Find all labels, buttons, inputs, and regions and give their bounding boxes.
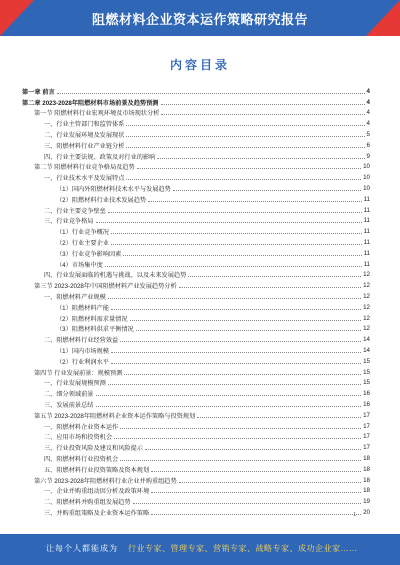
toc-entry-page: 10 <box>363 174 370 182</box>
toc-entry-text: 第一节 阻燃材料行业宏观环境及市场现状分析 <box>34 110 160 118</box>
toc-entry[interactable] <box>22 259 370 270</box>
toc-entry-text: 一、阻燃材料企业资本运作 <box>44 423 119 431</box>
toc-leader-dots <box>161 104 365 105</box>
toc-leader-dots <box>96 406 362 407</box>
toc-entry-text: 三、并购重组策略及企业资本运作策略 <box>44 509 150 517</box>
toc-leader-dots <box>151 471 361 472</box>
toc-entry[interactable] <box>22 399 370 410</box>
toc-entry-text: 第五节 2023-2028年阻燃材料企业资本运作策略与投资规划 <box>34 412 196 420</box>
toc-entry-page: 12 <box>363 282 370 290</box>
toc-entry-text: 一、企业并购重组动因分析及政策环境 <box>44 488 150 496</box>
toc-leader-dots <box>179 482 361 483</box>
toc-entry-page: 15 <box>363 357 370 365</box>
toc-entry[interactable] <box>22 226 370 237</box>
toc-entry-text: （3）阻燃材料供求平衡情况 <box>56 326 134 334</box>
toc-leader-dots <box>157 158 364 159</box>
toc-leader-dots <box>148 201 361 202</box>
toc-entry-text: 三、行业投资风险及建议和风险提示 <box>44 445 143 453</box>
toc-entry[interactable] <box>22 334 370 345</box>
toc-entry-page: 11 <box>363 228 370 236</box>
toc-entry[interactable] <box>22 356 370 367</box>
toc-leader-dots <box>108 298 361 299</box>
toc-entry-page: 11 <box>363 206 370 214</box>
toc-entry[interactable] <box>22 162 370 173</box>
toc-entry-page: 15 <box>363 379 370 387</box>
toc-entry[interactable] <box>22 291 370 302</box>
toc-leader-dots <box>137 168 361 169</box>
toc-entry-page: 14 <box>363 347 370 355</box>
toc-entry[interactable] <box>22 172 370 183</box>
toc-entry-page: 12 <box>363 303 370 311</box>
toc-leader-dots <box>197 417 361 418</box>
toc-entry-text: 二、细分领域前景 <box>44 391 94 399</box>
toc-entry-text: 一、行业技术水平及发展特点 <box>44 175 125 183</box>
page-number: 1 <box>353 512 356 518</box>
toc-entry-page: 5 <box>366 131 370 139</box>
toc-entry-page: 4 <box>366 120 370 128</box>
toc-entry[interactable] <box>22 280 370 291</box>
toc-entry[interactable] <box>22 237 370 248</box>
footer-band <box>0 534 400 565</box>
toc-leader-dots <box>96 395 362 396</box>
toc-entry-page: 12 <box>363 271 370 279</box>
toc-entry[interactable] <box>22 475 370 486</box>
toc-leader-dots <box>136 330 361 331</box>
toc-leader-dots <box>120 341 361 342</box>
toc-entry[interactable] <box>22 507 370 518</box>
toc-entry-text: 二、行业发展环境及发展现状 <box>44 132 125 140</box>
toc-entry[interactable] <box>22 129 370 140</box>
toc-leader-dots <box>145 449 361 450</box>
toc-leader-dots <box>111 309 361 310</box>
toc-heading: 内容目录 <box>169 58 230 72</box>
toc-entry-page: 4 <box>366 98 370 106</box>
toc-entry[interactable] <box>22 453 370 464</box>
toc-entry-page: 11 <box>363 249 370 257</box>
toc-entry-page: 11 <box>363 239 370 247</box>
toc-entry-text: 二、应用市场和投资机会 <box>44 434 113 442</box>
toc-entry-page: 17 <box>363 422 370 430</box>
toc-leader-dots <box>123 255 361 256</box>
toc-entry-page: 11 <box>363 260 370 268</box>
toc-entry-page: 14 <box>363 336 370 344</box>
toc-entry[interactable] <box>22 313 370 324</box>
toc-entry-text: （2）行业利润水平 <box>56 358 109 366</box>
toc-entry-text: 二、阻燃材料并购重组发展趋势 <box>44 499 131 507</box>
toc-entry-text: （4）市场集中度 <box>56 261 103 269</box>
toc-entry[interactable] <box>22 151 370 162</box>
toc-entry-text: 第二节 阻燃材料行业竞争格局及趋势 <box>34 164 135 172</box>
toc-entry-page: 16 <box>363 390 370 398</box>
toc-entry-text: 四、阻燃材料行业投资机会 <box>44 455 119 463</box>
toc-entry-page: 17 <box>363 411 370 419</box>
toc-leader-dots <box>124 374 361 375</box>
toc-entry-text: 第一章 前言 <box>22 88 55 96</box>
report-title: 阻燃材料企业资本运作策略研究报告 <box>91 12 308 27</box>
toc-leader-dots <box>161 114 364 115</box>
toc-entry[interactable] <box>22 485 370 496</box>
toc-leader-dots <box>108 212 362 213</box>
toc-entry-page: 12 <box>363 325 370 333</box>
toc-leader-dots <box>120 428 361 429</box>
toc-leader-dots <box>151 492 361 493</box>
toc-entry-text: 四、行业发展面临的机遇与挑战、以及未来发展趋势 <box>44 272 187 280</box>
toc-entry[interactable] <box>22 345 370 356</box>
toc-entry-text: （1）国内外阻燃材料技术水平与发展趋势 <box>56 186 171 194</box>
toc-leader-dots <box>173 190 361 191</box>
toc-entry[interactable] <box>22 324 370 335</box>
toc-leader-dots <box>108 384 361 385</box>
toc-entry-text: （1）行业竞争概况 <box>56 229 109 237</box>
toc-entry-text: 第四节 行业发展前景：规模预测 <box>34 369 123 377</box>
toc-entry-page: 18 <box>363 487 370 495</box>
toc-entry-text: 三、阻燃材料行业产业链分析 <box>44 142 125 150</box>
toc-leader-dots <box>126 179 361 180</box>
toc-entry-page: 12 <box>363 293 370 301</box>
toc-entry-text: 第六节 2023-2028年阻燃材料行业企业并购重组趋势 <box>34 477 177 485</box>
toc-entry[interactable] <box>22 194 370 205</box>
toc-leader-dots <box>111 352 361 353</box>
toc-leader-dots <box>133 503 361 504</box>
toc-entry-page: 4 <box>366 87 370 95</box>
toc-entry-text: 二、阻燃材料行业经营效益 <box>44 337 119 345</box>
toc-leader-dots <box>151 514 361 515</box>
toc-entry[interactable] <box>22 216 370 227</box>
toc-leader-dots <box>111 233 362 234</box>
toc-entry-text: （1）阻燃材料产能 <box>56 304 109 312</box>
toc-entry[interactable] <box>22 496 370 507</box>
table-of-contents <box>22 86 370 518</box>
header-right-accent <box>366 0 400 36</box>
toc-entry[interactable] <box>22 388 370 399</box>
toc-entry-page: 12 <box>363 314 370 322</box>
toc-entry-text: 三、发展前景总结 <box>44 402 94 409</box>
toc-entry-page: 10 <box>363 185 370 193</box>
toc-entry-page: 9 <box>366 152 370 160</box>
toc-leader-dots <box>120 460 361 461</box>
toc-entry[interactable] <box>22 270 370 281</box>
toc-entry-page: 17 <box>363 433 370 441</box>
toc-entry[interactable] <box>22 118 370 129</box>
toc-entry[interactable] <box>22 183 370 194</box>
toc-entry-page: 20 <box>363 508 370 516</box>
toc-leader-dots <box>96 222 362 223</box>
toc-leader-dots <box>57 93 365 94</box>
toc-entry[interactable] <box>22 205 370 216</box>
toc-entry-page: 19 <box>363 498 370 506</box>
toc-entry-text: 三、行业竞争格局 <box>44 218 94 226</box>
toc-entry-text: （3）行业竞争影响因素 <box>56 250 122 258</box>
toc-entry[interactable] <box>22 97 370 108</box>
toc-entry-page: 18 <box>363 454 370 462</box>
toc-entry-text: 四、行业主要法规、政策及对行业的影响 <box>44 153 156 161</box>
toc-entry[interactable] <box>22 410 370 421</box>
toc-entry[interactable] <box>22 421 370 432</box>
toc-entry[interactable] <box>22 302 370 313</box>
toc-entry-page: 17 <box>363 444 370 452</box>
toc-entry[interactable] <box>22 367 370 378</box>
toc-entry[interactable] <box>22 442 370 453</box>
toc-entry-page: 6 <box>366 141 370 149</box>
toc-entry-page: 11 <box>363 195 370 203</box>
toc-leader-dots <box>111 244 362 245</box>
toc-entry-text: 第二章 2023-2028年阻燃材料市场前景及趋势预测 <box>22 99 159 107</box>
toc-leader-dots <box>130 320 362 321</box>
toc-entry-text: （1）国内市场规模 <box>56 348 109 356</box>
report-header <box>0 0 400 36</box>
footer-slogan: 让每个人都能成为 <box>46 544 118 553</box>
toc-entry[interactable] <box>22 464 370 475</box>
toc-entry[interactable] <box>22 432 370 443</box>
toc-entry-text: 一、行业发展规模预测 <box>44 380 106 388</box>
toc-entry-text: （2）行业主要企业 <box>56 240 109 248</box>
toc-entry-text: 一、行业主管部门和监管体系 <box>44 121 125 129</box>
toc-leader-dots <box>188 276 361 277</box>
toc-entry-page: 18 <box>363 476 370 484</box>
toc-entry-text: （2）阻燃材料需求量情况 <box>56 315 128 323</box>
toc-leader-dots <box>114 438 361 439</box>
toc-entry[interactable] <box>22 248 370 259</box>
toc-leader-dots <box>179 287 361 288</box>
toc-leader-dots <box>126 125 364 126</box>
toc-entry[interactable] <box>22 378 370 389</box>
toc-entry-text: 第三节 2023-2028年中国阻燃材料产业发展趋势分析 <box>34 283 177 291</box>
toc-entry-text: 二、行业主要竞争壁垒 <box>44 207 106 215</box>
toc-entry[interactable] <box>22 140 370 151</box>
toc-entry-page: 16 <box>363 401 370 408</box>
footer-roles: 行业专家、管理专家、营销专家、战略专家、成功企业家…… <box>128 544 358 553</box>
toc-entry[interactable] <box>22 108 370 119</box>
header-left-accent <box>0 0 34 36</box>
toc-entry-page: 11 <box>363 217 370 225</box>
toc-entry-page: 4 <box>366 109 370 117</box>
toc-leader-dots <box>126 147 364 148</box>
toc-entry[interactable] <box>22 86 370 97</box>
toc-entry-page: 15 <box>363 368 370 376</box>
toc-leader-dots <box>111 363 361 364</box>
toc-entry-text: 五、阻燃材料行业投资策略及资本规划 <box>44 466 150 474</box>
toc-entry-text: （2）阻燃材料行业技术发展趋势 <box>56 196 147 204</box>
toc-entry-page: 18 <box>363 465 370 473</box>
toc-entry-page: 10 <box>363 163 370 171</box>
toc-leader-dots <box>126 136 364 137</box>
toc-leader-dots <box>105 266 362 267</box>
toc-entry-text: 一、阻燃材料产业规模 <box>44 294 106 302</box>
